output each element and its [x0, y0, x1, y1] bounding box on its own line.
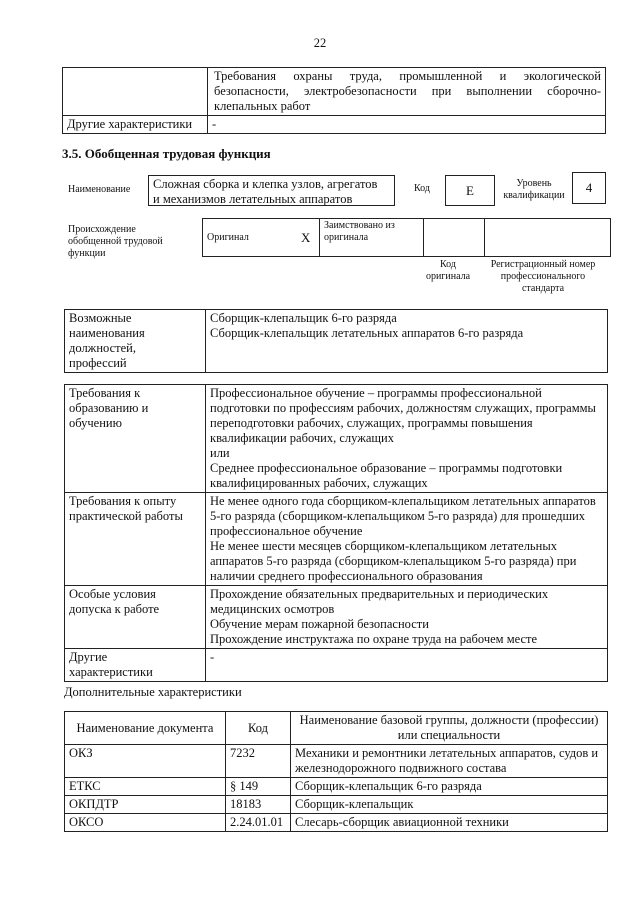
reg-number-label: Регистрационный номер профессионального стандарта [490, 259, 596, 294]
table-row [65, 586, 608, 649]
table-row [65, 493, 608, 586]
safety-requirements-cell: Требования охраны труда, промышленной и экологической безопасности, электробезопасности при выполнении сборочно-клепальных работ [208, 68, 606, 116]
code-original-label: Код оригинала [425, 259, 471, 282]
page-number: 22 [313, 36, 327, 50]
doc-cell: ОКПДТР [65, 796, 226, 814]
table-row [65, 796, 608, 814]
table-row [65, 385, 608, 493]
other-characteristics-value: - [208, 116, 606, 134]
table-row [65, 814, 608, 832]
code-cell: 7232 [226, 745, 291, 778]
doc-cell: ОКЗ [65, 745, 226, 778]
table-row [203, 219, 611, 257]
table-row [63, 68, 606, 116]
doc-cell: ЕТКС [65, 778, 226, 796]
other-label: Другие характеристики [65, 649, 206, 682]
additional-title: Дополнительные характеристики [64, 685, 242, 699]
table-row [65, 310, 608, 373]
header-code: Код [226, 712, 291, 745]
code-cell: 18183 [226, 796, 291, 814]
code-original-cell [424, 219, 485, 257]
admission-value: Прохождение обязательных предварительных и периодических медицинских осмотров Обучение мерам пожарной безопасности Прохождение инструктажа по охране труда на рабочем месте [206, 586, 608, 649]
original-label: Оригинал [203, 219, 298, 257]
header-name: Наименование базовой группы, должности (профессии) или специальности [291, 712, 608, 745]
table-header-row [65, 712, 608, 745]
positions-label: Возможные наименования должностей, профессий [65, 310, 206, 373]
experience-value: Не менее одного года сборщиком-клепальщиком летательных аппаратов 5-го разряда (сборщиком-клепальщиком 5-го разряда) для прошедших профессиональное обучение Не менее шести месяцев сборщиком-клепальщиком летательных аппаратов 5-го разряда (сборщиком-клепальщиком 5-го разряда) при наличии среднего профессионального образования [206, 493, 608, 586]
education-label: Требования к образованию и обучению [65, 385, 206, 493]
positions-value: Сборщик-клепальщик 6-го разряда Сборщик-клепальщик летательных аппаратов 6-го разряда [206, 310, 608, 373]
requirements-table [64, 384, 608, 682]
admission-label: Особые условия допуска к работе [65, 586, 206, 649]
doc-cell: ОКСО [65, 814, 226, 832]
header-document: Наименование документа [65, 712, 226, 745]
table-row [63, 116, 606, 134]
top-table [62, 67, 606, 134]
table-row [65, 745, 608, 778]
reg-number-cell [485, 219, 611, 257]
education-value: Профессиональное обучение – программы профессиональной подготовки по профессиям рабочих, должностям служащих, программы переподготовки рабочих, служащих, программы повышения квалификации рабочих, служащих или Среднее профессиональное образование – программы подготовки квалифицированных рабочих, служащих [206, 385, 608, 493]
name-cell: Механики и ремонтники летательных аппаратов, судов и железнодорожного подвижного состава [291, 745, 608, 778]
name-cell: Сборщик-клепальщик 6-го разряда [291, 778, 608, 796]
borrowed-label: Заимствовано из оригинала [320, 219, 424, 257]
section-title: 3.5. Обобщенная трудовая функция [62, 146, 271, 161]
code-box: E [445, 175, 495, 206]
code-cell: § 149 [226, 778, 291, 796]
level-box: 4 [572, 172, 606, 204]
origin-label: Происхождение обобщенной трудовой функции [68, 224, 163, 259]
level-label: Уровень квалификации [503, 178, 565, 201]
other-characteristics-label: Другие характеристики [63, 116, 208, 134]
other-value: - [206, 649, 608, 682]
table-row [65, 778, 608, 796]
code-cell: 2.24.01.01 [226, 814, 291, 832]
original-mark: X [297, 219, 320, 257]
table-row [65, 649, 608, 682]
function-name-box: Сложная сборка и клепка узлов, агрегатов и механизмов летательных аппаратов [148, 175, 395, 206]
additional-table [64, 711, 608, 832]
code-label: Код [414, 183, 430, 194]
name-label: Наименование [68, 184, 131, 195]
origin-table [202, 218, 611, 257]
name-cell: Слесарь-сборщик авиационной техники [291, 814, 608, 832]
experience-label: Требования к опыту практической работы [65, 493, 206, 586]
positions-table [64, 309, 608, 373]
name-cell: Сборщик-клепальщик [291, 796, 608, 814]
